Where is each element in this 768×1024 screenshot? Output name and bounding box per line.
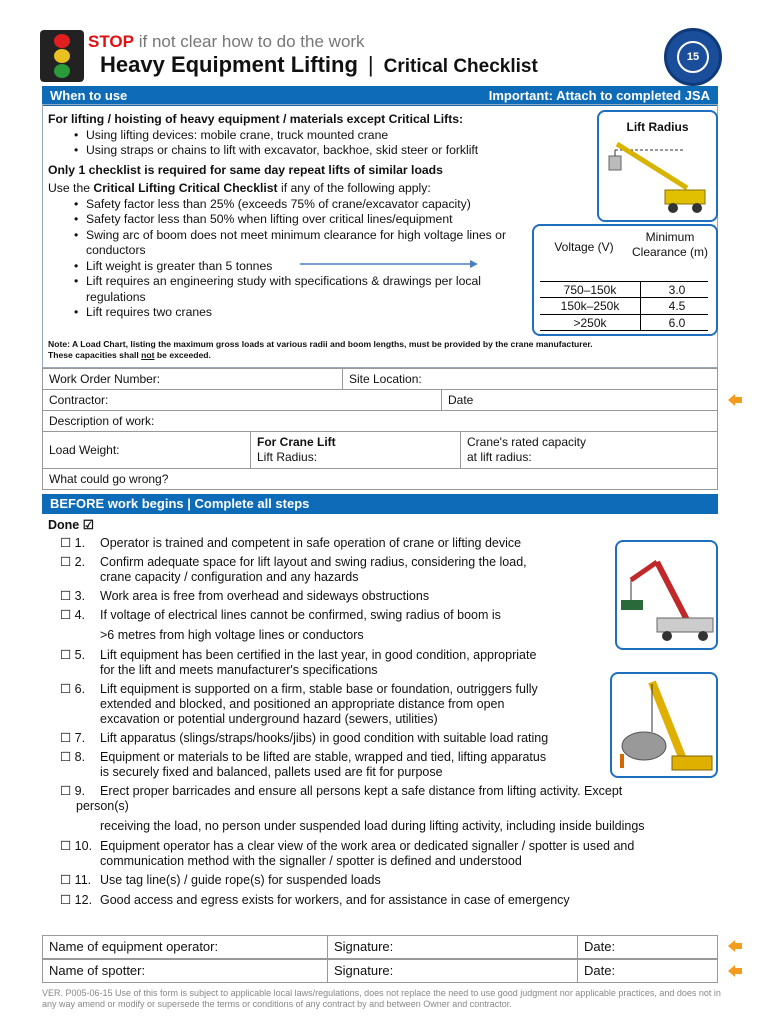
checkbox-item[interactable]: ☐ 3. [60, 589, 86, 603]
step-text: person(s) [76, 799, 129, 813]
at-radius-label: at lift radius: [467, 450, 532, 464]
lift-radius-diagram [597, 110, 718, 222]
spotter-signature-field[interactable]: Signature: [327, 960, 577, 982]
list-item: • Swing arc of boom does not meet minimum clearance for high voltage lines or conductors [74, 228, 522, 259]
rated-capacity-field[interactable] [461, 432, 718, 469]
checkbox-item[interactable]: ☐ 8. [60, 750, 86, 764]
load-table [42, 431, 718, 490]
step-text: Erect proper barricades and ensure all persons kept a safe distance from lifting activity. Except [100, 784, 623, 798]
note-c: be exceeded. [154, 350, 211, 360]
step-line: Lift equipment has been certified in the last year, in good condition, appropriate [100, 648, 537, 662]
step-line: excavation or potential underground hazard (sewers, utilities) [100, 712, 438, 726]
clearance-cell: 4.5 [668, 299, 686, 313]
step-line: Equipment operator has a clear view of the work area or dedicated signaller / spotter is used and [100, 839, 635, 853]
checkbox-item[interactable]: ☐ 7. [60, 731, 86, 745]
step-line: crane capacity / configuration and any hazards [100, 570, 359, 584]
list-item: • Lift weight is greater than 5 tonnes [74, 259, 534, 275]
checkbox-item[interactable]: ☐ 6. [60, 682, 86, 696]
spotter-date-field[interactable]: Date: [577, 960, 615, 982]
when-to-use-bar [42, 86, 718, 106]
list-item: • Lift requires an engineering study with specifications & drawings per local regulations [74, 274, 494, 305]
site-location-field[interactable]: Site Location: [343, 369, 718, 390]
checkbox-item[interactable]: ☐ 1. [60, 536, 86, 550]
steps-list [60, 536, 680, 908]
operator-name-field[interactable]: Name of equipment operator: [49, 939, 219, 954]
step-text: receiving the load, no person under suspended load during lifting activity, including inside buildings [100, 819, 645, 833]
traffic-light-icon [40, 30, 84, 82]
before-work-bar: BEFORE work begins | Complete all steps [42, 494, 718, 514]
step-text [100, 555, 600, 585]
only-one-note: Only 1 checklist is required for same day repeat lifts of similar loads [48, 162, 443, 177]
checkbox-item[interactable]: ☐ 9. [60, 784, 86, 798]
checkbox-item[interactable]: ☐ 4. [60, 608, 86, 622]
arrow-left-icon [728, 965, 742, 977]
step-text: Good access and egress exists for workers, and for assistance in case of emergency [100, 893, 570, 907]
list-item: • Using lifting devices: mobile crane, truck mounted crane [74, 128, 593, 144]
spotter-signature-row [42, 959, 718, 983]
note-not: not [141, 350, 155, 360]
load-weight-field[interactable]: Load Weight: [43, 432, 251, 469]
list-item: • Safety factor less than 50% when lifting over critical lines/equipment [74, 212, 534, 228]
footer-disclaimer: VER. P005-06-15 Use of this form is subject to applicable local laws/regulations, does not replace the need to use good judgment nor applicable practices, and does not in any way amend or modify or supersede the terms or conditions of any contract by and between Owner and contractor. [42, 988, 721, 1009]
note-b: These capacities shall [48, 350, 142, 360]
step-text: >6 metres from high voltage lines or conductors [100, 628, 364, 642]
step-text [100, 839, 634, 869]
voltage-cell: >250k [573, 316, 607, 330]
crane-pipe-icon [612, 674, 716, 776]
what-could-go-wrong-field[interactable]: What could go wrong? [43, 469, 718, 490]
arrow-right-icon [300, 258, 480, 270]
step-text: Work area is free from overhead and sideways obstructions [100, 589, 430, 603]
step-line: is securely fixed and balanced, pallets used are fit for purpose [100, 765, 443, 779]
use-pre: Use the [48, 181, 94, 195]
voltage-clearance-table [532, 224, 718, 336]
intro: For lifting / hoisting of heavy equipment / materials except Critical Lifts: [48, 112, 464, 126]
list-item: • Lift requires two cranes [74, 305, 534, 321]
operator-date-field[interactable]: Date: [577, 936, 615, 958]
date-field[interactable]: Date [442, 390, 718, 411]
crane-truck-image [615, 540, 718, 650]
voltage-cell: 150k–250k [560, 299, 620, 313]
clearance-cell: 6.0 [668, 316, 686, 330]
checkbox-item[interactable]: ☐ 11. [60, 873, 92, 887]
stop-line [88, 32, 365, 52]
step-line: extended and blocked, and positioned an appropriate distance from open [100, 697, 505, 711]
description-field[interactable]: Description of work: [43, 411, 718, 432]
crane-icon [605, 138, 711, 218]
safety-logo [664, 28, 722, 86]
spotter-name-field[interactable]: Name of spotter: [49, 963, 146, 978]
step-text: Use tag line(s) / guide rope(s) for suspended loads [100, 873, 381, 887]
operator-signature-field[interactable]: Signature: [327, 936, 577, 958]
lift-radius-caption: Lift Radius [626, 120, 689, 134]
contractor-field[interactable]: Contractor: [43, 390, 442, 411]
page-title [100, 52, 538, 78]
step-line: for the lift and meets manufacturer's specifications [100, 663, 378, 677]
rated-capacity-label: Crane's rated capacity [467, 435, 587, 449]
logo-text: 15 [677, 41, 709, 73]
use-critical [48, 181, 593, 197]
when-content [48, 112, 593, 321]
lift-radius-field[interactable] [251, 432, 461, 469]
checkbox-item[interactable]: ☐ 10. [60, 839, 93, 853]
step-text: Operator is trained and competent in safe operation of crane or lifting device [100, 536, 522, 550]
operator-signature-row [42, 935, 718, 959]
voltage-header: Voltage (V) [554, 240, 614, 254]
voltage-cell: 750–150k [563, 283, 617, 297]
done-label: Done ☑ [48, 518, 94, 532]
checkbox-item [60, 628, 100, 643]
title-separator: | [367, 52, 374, 77]
work-order-field[interactable]: Work Order Number: [43, 369, 343, 390]
when-to-use-label: When to use [50, 88, 128, 103]
use-bold: Critical Lifting Critical Checklist [93, 181, 278, 195]
lift-radius-label: Lift Radius: [257, 450, 318, 464]
clearance-header: Minimum Clearance (m) [631, 230, 709, 259]
stop-rest: if not clear how to do the work [138, 32, 365, 51]
use-post: if any of the following apply: [277, 181, 431, 195]
checkbox-item[interactable]: ☐ 5. [60, 648, 86, 662]
step-text: Lift apparatus (slings/straps/hooks/jibs) in good condition with suitable load rating [100, 731, 549, 745]
step-line: Equipment or materials to be lifted are stable, wrapped and tied, lifting apparatus [100, 750, 547, 764]
step-line: communication method with the signaller / spotter is defined and understood [100, 854, 522, 868]
checkbox-item[interactable]: ☐ 2. [60, 555, 86, 569]
clearance-cell: 3.0 [668, 283, 686, 297]
step-text [100, 648, 610, 678]
list-item: • Using straps or chains to lift with excavator, backhoe, skid steer or forklift [74, 143, 593, 159]
arrow-left-icon [728, 394, 742, 406]
step-line: Lift equipment is supported on a firm, stable base or foundation, outriggers fully [100, 682, 538, 696]
arrow-left-icon [728, 940, 742, 952]
load-chart-note [48, 339, 718, 361]
step-line: Confirm adequate space for lift layout and swing radius, considering the load, [100, 555, 527, 569]
step-text [100, 682, 610, 727]
crane-truck-icon [617, 542, 716, 648]
note-line-1: Note: A Load Chart, listing the maximum gross loads at various radii and boom lengths, must be provided by the crane manufacturer. [48, 339, 593, 349]
step-text [100, 750, 610, 780]
attach-jsa-note: Important: Attach to completed JSA [488, 88, 710, 103]
crane-lifting-pipe-image [610, 672, 718, 778]
stop-word: STOP [88, 32, 134, 51]
title-text: Heavy Equipment Lifting [100, 52, 358, 77]
work-info-table [42, 368, 718, 432]
crane-lift-label: For Crane Lift [257, 435, 336, 449]
step-text: If voltage of electrical lines cannot be confirmed, swing radius of boom is [100, 608, 501, 622]
subtitle: Critical Checklist [383, 56, 538, 77]
note-line-2 [48, 350, 718, 361]
list-item: • Safety factor less than 25% (exceeds 75% of crane/excavator capacity) [74, 197, 534, 213]
checkbox-item[interactable]: ☐ 12. [60, 893, 93, 907]
